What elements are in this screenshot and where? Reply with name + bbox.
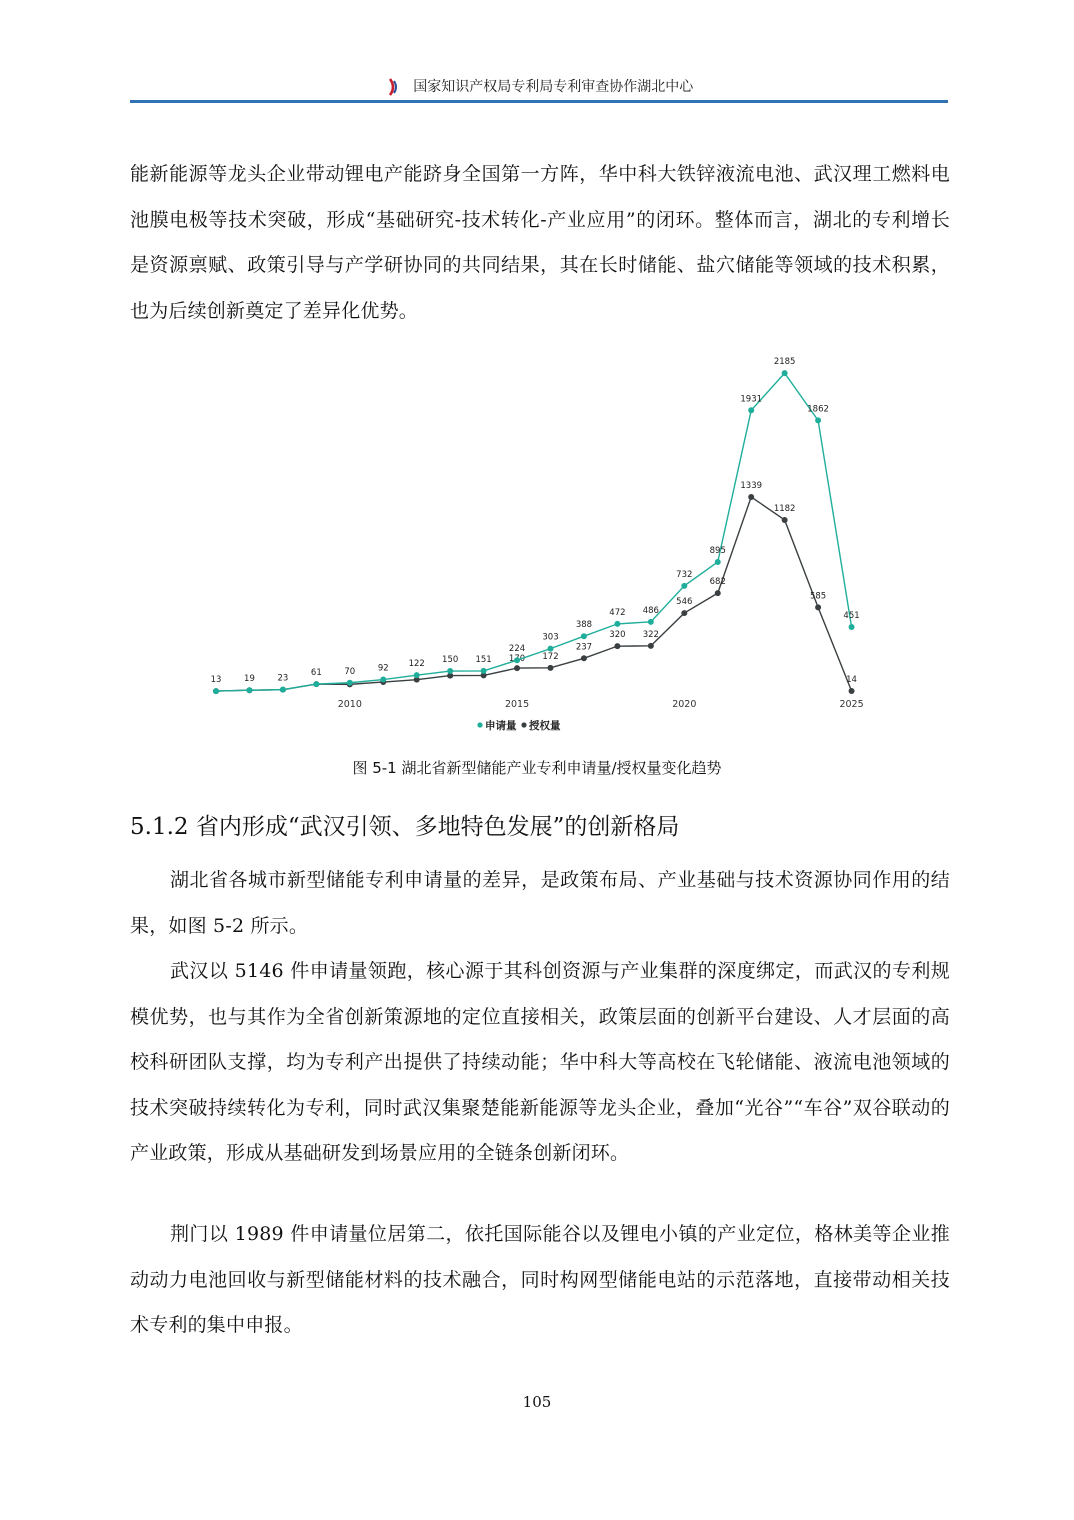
body-paragraph: 武汉以 5146 件申请量领跑，核心源于其科创资源与产业集群的深度绑定，而武汉的专利规模优势，也与其作为全省创新策源地的定位直接相关，政策层面的创新平台建设、人才层面的高校科研团队支撑，均为专利产出提供了持续动能；华中科大等高校在飞轮储能、液流电池领域的技术突破持续转化为专利，同时武汉集聚楚能新能源等龙头企业，叠加“光谷”“车谷”双谷联动的产业政策，形成从基础研发到场景应用的全链条创新闭环。	[130, 949, 950, 1177]
data-label: 122	[409, 659, 425, 669]
data-point	[648, 619, 654, 625]
data-point	[514, 665, 520, 671]
series-line-applications	[216, 373, 852, 691]
legend-marker	[521, 722, 526, 727]
data-label: 682	[710, 577, 726, 587]
figure-caption: 图 5-1 湖北省新型储能产业专利申请量/授权量变化趋势	[0, 757, 1074, 778]
body-paragraph: 湖北省各城市新型储能专利申请量的差异，是政策布局、产业基础与技术资源协同作用的结果，如图 5-2 所示。	[130, 858, 950, 949]
data-point	[681, 583, 687, 589]
data-point	[447, 668, 453, 674]
series-line-grants	[216, 497, 852, 691]
data-label: 1182	[774, 504, 796, 514]
data-label: 224	[509, 644, 525, 654]
data-label: 237	[576, 642, 592, 652]
data-point	[782, 517, 788, 523]
data-label: 23	[277, 674, 288, 684]
data-point	[414, 672, 420, 678]
body-paragraph: 荆门以 1989 件申请量位居第二，依托国际能谷以及锂电小镇的产业定位，格林美等企业推动动力电池回收与新型储能材料的技术融合，同时构网型储能电站的示范落地，直接带动相关技术专利的集中申报。	[130, 1212, 950, 1349]
section-title: 5.1.2 省内形成“武汉引领、多地特色发展”的创新格局	[130, 808, 679, 841]
data-point	[614, 643, 620, 649]
data-point	[280, 687, 286, 693]
x-tick-label: 2025	[839, 699, 863, 710]
data-point	[380, 677, 386, 683]
data-label: 303	[542, 633, 558, 643]
data-label: 14	[846, 675, 857, 685]
data-label: 322	[643, 630, 659, 640]
data-label: 2185	[774, 357, 796, 367]
data-point	[748, 494, 754, 500]
data-point	[347, 680, 353, 686]
x-tick-label: 2010	[338, 699, 362, 710]
cnipa-logo-icon	[385, 78, 401, 96]
data-point	[849, 624, 855, 630]
data-label: 92	[378, 664, 389, 674]
data-point	[514, 657, 520, 663]
header-title: 国家知识产权局专利局专利审查协作湖北中心	[413, 79, 693, 95]
x-tick-label: 2015	[505, 699, 529, 710]
data-point	[782, 370, 788, 376]
legend-marker	[477, 722, 482, 727]
data-label: 61	[311, 668, 322, 678]
page-header	[130, 74, 948, 104]
data-label: 150	[442, 655, 458, 665]
data-point	[614, 621, 620, 627]
data-point	[548, 665, 554, 671]
data-point	[815, 417, 821, 423]
data-point	[748, 407, 754, 413]
data-point	[715, 559, 721, 565]
data-label: 1862	[807, 404, 829, 414]
page-number: 105	[0, 1393, 1074, 1411]
data-label: 486	[643, 606, 659, 616]
data-label: 472	[609, 608, 625, 618]
data-point	[815, 604, 821, 610]
data-label: 895	[710, 546, 726, 556]
header-rule	[130, 100, 948, 103]
data-label: 151	[475, 655, 491, 665]
data-point	[313, 681, 319, 687]
chart-svg	[190, 345, 890, 745]
line-chart	[190, 345, 890, 745]
data-label: 732	[676, 570, 692, 580]
legend-label: 授权量	[528, 719, 561, 732]
data-point	[481, 668, 487, 674]
data-label: 1339	[740, 481, 762, 491]
data-point	[681, 610, 687, 616]
data-point	[849, 688, 855, 694]
data-point	[548, 646, 554, 652]
data-label: 320	[609, 630, 625, 640]
header-title-row	[130, 76, 948, 96]
legend-label: 申请量	[485, 719, 517, 732]
body-paragraph: 能新能源等龙头企业带动锂电产能跻身全国第一方阵，华中科大铁锌液流电池、武汉理工燃料电池膜电极等技术突破，形成“基础研究-技术转化-产业应用”的闭环。整体而言，湖北的专利增长是资源禀赋、政策引导与产学研协同的共同结果，其在长时储能、盐穴储能等领域的技术积累，也为后续创新奠定了差异化优势。	[130, 152, 950, 334]
data-label: 70	[344, 667, 355, 677]
data-point	[581, 655, 587, 661]
x-tick-label: 2020	[672, 699, 696, 710]
data-label: 451	[843, 611, 859, 621]
data-point	[581, 633, 587, 639]
data-label: 13	[211, 675, 222, 685]
data-point	[213, 688, 219, 694]
data-point	[246, 687, 252, 693]
data-label: 19	[244, 674, 255, 684]
data-label: 1931	[740, 394, 762, 404]
data-label: 546	[676, 597, 692, 607]
data-label: 388	[576, 620, 592, 630]
data-point	[648, 643, 654, 649]
data-label: 172	[542, 652, 558, 662]
data-label: 585	[810, 591, 826, 601]
data-point	[715, 590, 721, 596]
